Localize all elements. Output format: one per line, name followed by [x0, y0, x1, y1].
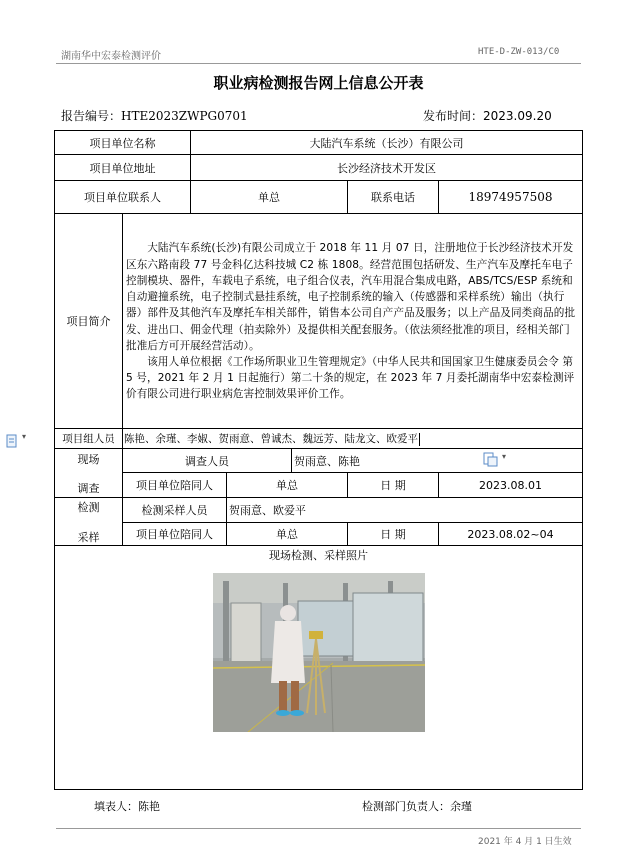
unit-name-label: 项目单位名称 [55, 131, 191, 155]
report-number-label: 报告编号： [61, 109, 122, 123]
sampler-label: 检测采样人员 [123, 498, 227, 523]
row-unit-name [55, 131, 583, 155]
publish-time-value: 2023.09.20 [483, 109, 552, 123]
page-title: 职业病检测报告网上信息公开表 [213, 74, 424, 92]
row-team [55, 429, 583, 449]
sampling-label [55, 498, 123, 546]
photo-cell [55, 546, 583, 790]
sampler-value[interactable]: 贺雨意、欧爱平 [227, 498, 583, 523]
sample-accompany-value[interactable]: 单总 [227, 523, 348, 546]
investigator-label: 调查人员 [123, 449, 292, 473]
report-number-value: HTE2023ZWPG0701 [121, 109, 248, 123]
document-icon[interactable] [5, 433, 19, 447]
row-unit-address [55, 155, 583, 181]
survey-label-line-1: 现场 [77, 452, 100, 466]
row-photo [55, 546, 583, 790]
chevron-down-icon[interactable]: ▾ [502, 452, 507, 461]
site-photo[interactable] [213, 573, 425, 732]
survey-accompany-label: 项目单位陪同人 [123, 473, 227, 498]
survey-date-value[interactable]: 2023.08.01 [439, 473, 583, 498]
unit-address-value[interactable]: 长沙经济技术开发区 [191, 155, 583, 181]
intro-paragraph-2: 该用人单位根据《工作场所职业卫生管理规定》（中华人民共和国国家卫生健康委员会令 第 5 号，2021 年 2 月 1 日起施行）第二十条的规定，在 2023 年 7 月委托湖南华中宏泰检测评价有限公司进行职业病危害控制效果评价工作。 [126, 355, 575, 401]
team-members: 陈艳、余瑾、李婌、贺雨意、曾诚杰、魏远芳、陆龙文、欧爱平 [124, 433, 418, 445]
chevron-down-icon[interactable]: ▾ [22, 432, 27, 441]
sample-accompany-label: 项目单位陪同人 [123, 523, 227, 546]
paste-options-icon[interactable] [482, 451, 498, 467]
team-value[interactable] [123, 429, 583, 449]
contact-value[interactable]: 单总 [191, 181, 348, 214]
contact-label: 项目单位联系人 [55, 181, 191, 214]
text-cursor [419, 433, 420, 446]
photo-title: 现场检测、采样照片 [269, 549, 368, 562]
row-intro [55, 214, 583, 429]
phone-value[interactable]: 18974957508 [439, 181, 583, 214]
survey-label [55, 449, 123, 498]
phone-label: 联系电话 [348, 181, 439, 214]
row-sample-1 [55, 498, 583, 523]
dept-head: 检测部门负责人：余瑾 [362, 800, 472, 813]
header-doc-code: HTE-D-ZW-013/C0 [478, 47, 560, 57]
publish-time [423, 107, 552, 124]
intro-label: 项目简介 [55, 214, 123, 429]
team-label: 项目组人员 [55, 429, 123, 449]
investigator-value[interactable]: 贺雨意、陈艳 [292, 449, 583, 473]
header-org: 湖南华中宏泰检测评价 [61, 51, 161, 62]
unit-address-label: 项目单位地址 [55, 155, 191, 181]
site-photo-image [213, 573, 425, 732]
row-sample-2 [55, 523, 583, 546]
publish-time-label: 发布时间： [423, 109, 484, 123]
survey-label-line-2: 调查 [77, 481, 100, 495]
sample-date-value[interactable]: 2023.08.02~04 [439, 523, 583, 546]
report-number [61, 107, 248, 124]
survey-accompany-value[interactable]: 单总 [227, 473, 348, 498]
intro-paragraph-1: 大陆汽车系统(长沙)有限公司成立于 2018 年 11 月 07 日，注册地位于长沙经济技术开发区东六路南段 77 号金科亿达科技城 C2 栋 1808。经营范围包括研发、生产汽车及摩托车电子控制模块、器件，车载电子系统，电子组合仪表，汽车用混合集成电路，ABS/TCS/ESP 系统和自动避撞系统，电子控制式悬挂系统，电子控制系统的输入（传感器和采样系统）输出（执行器）部件及其他汽车及摩托车相关部件，销售本公司自产产品及服务；以上产品及同类商品的批发、进出口、佣金代理（拍卖除外）及提供相关配套服务。（依法须经批准的项目，经相关部门批准后方可开展经营活动）。 [126, 242, 576, 352]
row-survey-2 [55, 473, 583, 498]
sampling-label-line-2: 采样 [77, 530, 100, 544]
sampling-label-line-1: 检测 [77, 500, 100, 514]
unit-name-value[interactable]: 大陆汽车系统（长沙）有限公司 [191, 131, 583, 155]
footer-divider [56, 828, 581, 829]
intro-text[interactable] [123, 214, 583, 429]
header-divider [56, 63, 581, 64]
survey-date-label: 日 期 [348, 473, 439, 498]
form-filler: 填表人：陈艳 [94, 800, 160, 813]
row-contact [55, 181, 583, 214]
effective-date: 2021 年 4 月 1 日生效 [478, 837, 572, 847]
sample-date-label: 日 期 [348, 523, 439, 546]
